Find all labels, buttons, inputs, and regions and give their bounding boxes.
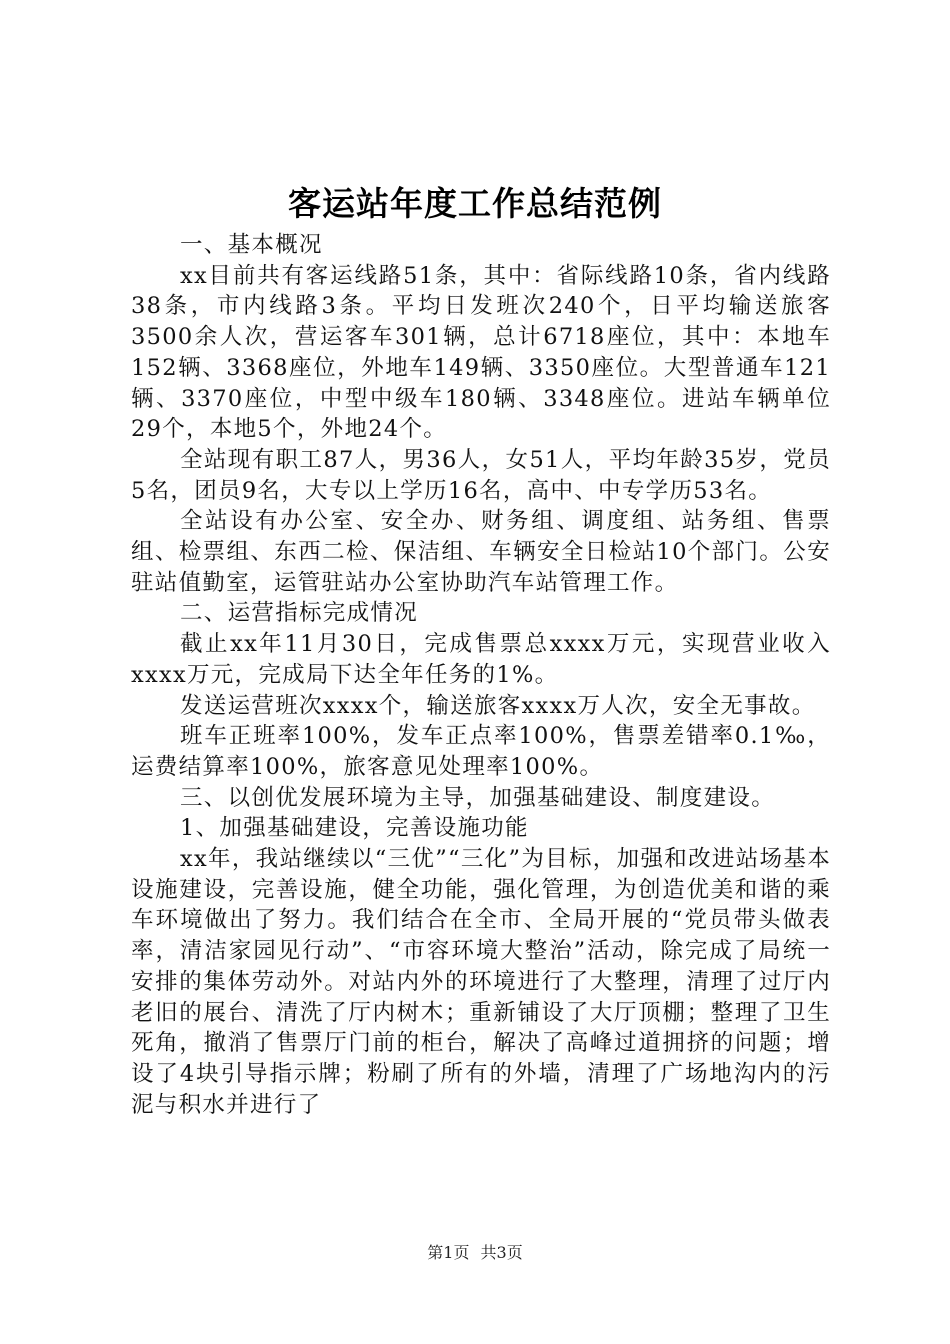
paragraph-infrastructure: xx年，我站继续以“三优”“三化”为目标，加强和改进站场基本设施建设，完善设施，健全功能，强化管理，为创造优美和谐的乘车环境做出了努力。我们结合在全市、全局开展的“党员带头做表率，清洁家园见行动”、“市容环境大整治”活动，除完成了局统一安排的集体劳动外。对站内外的环境进行了大整理，清理了过厅内老旧的展台、清洗了厅内树木；重新铺设了大厅顶棚；整理了卫生死角，撤消了售票厅门前的柜台，解决了高峰过道拥挤的问题；增设了4块引导指示牌；粉刷了所有的外墙，清理了广场地沟内的污泥与积水并进行了 <box>131 846 831 1118</box>
paragraph-rates: 班车正班率100%，发车正点率100%，售票差错率0.1‰，运费结算率100%，旅客意见处理率100%。 <box>131 723 831 780</box>
section-heading-indicators: 二、运营指标完成情况 <box>180 600 419 627</box>
section-heading-overview: 一、基本概况 <box>180 232 323 258</box>
page-number-current: 第1页 <box>427 1243 470 1262</box>
paragraph-revenue: 截止xx年11月30日，完成售票总xxxx万元，实现营业收入xxxx万元，完成局下达全年任务的1%。 <box>131 631 831 688</box>
subsection-heading-infrastructure: 1、加强基础建设，完善设施功能 <box>180 815 529 842</box>
paragraph-departments: 全站设有办公室、安全办、财务组、调度组、站务组、售票组、检票组、东西二检、保洁组、车辆安全日检站10个部门。公安驻站值勤室，运管驻站办公室协助汽车站管理工作。 <box>131 508 831 596</box>
document-title: 客运站年度工作总结范例 <box>288 184 662 223</box>
paragraph-staff: 全站现有职工87人，男36人，女51人，平均年龄35岁，党员5名，团员9名，大专以上学历16名，高中、中专学历53名。 <box>131 446 831 504</box>
page-footer <box>0 1243 950 1263</box>
paragraph-trips: 发送运营班次xxxx个，输送旅客xxxx万人次，安全无事故。 <box>180 692 816 719</box>
document-body <box>131 230 831 1120</box>
page-number-total: 共3页 <box>480 1243 523 1262</box>
section-heading-environment: 三、以创优发展环境为主导，加强基础建设、制度建设。 <box>180 784 776 811</box>
paragraph-routes-vehicles: xx目前共有客运线路51条，其中：省际线路10条，省内线路38条，市内线路3条。平均日发班次240个，日平均输送旅客3500余人次，营运客车301辆，总计6718座位，其中：本地车152辆、3368座位，外地车149辆、3350座位。大型普通车121辆、3370座位，中型中级车180辆、3348座位。进站车辆单位29个，本地5个，外地24个。 <box>131 262 831 443</box>
